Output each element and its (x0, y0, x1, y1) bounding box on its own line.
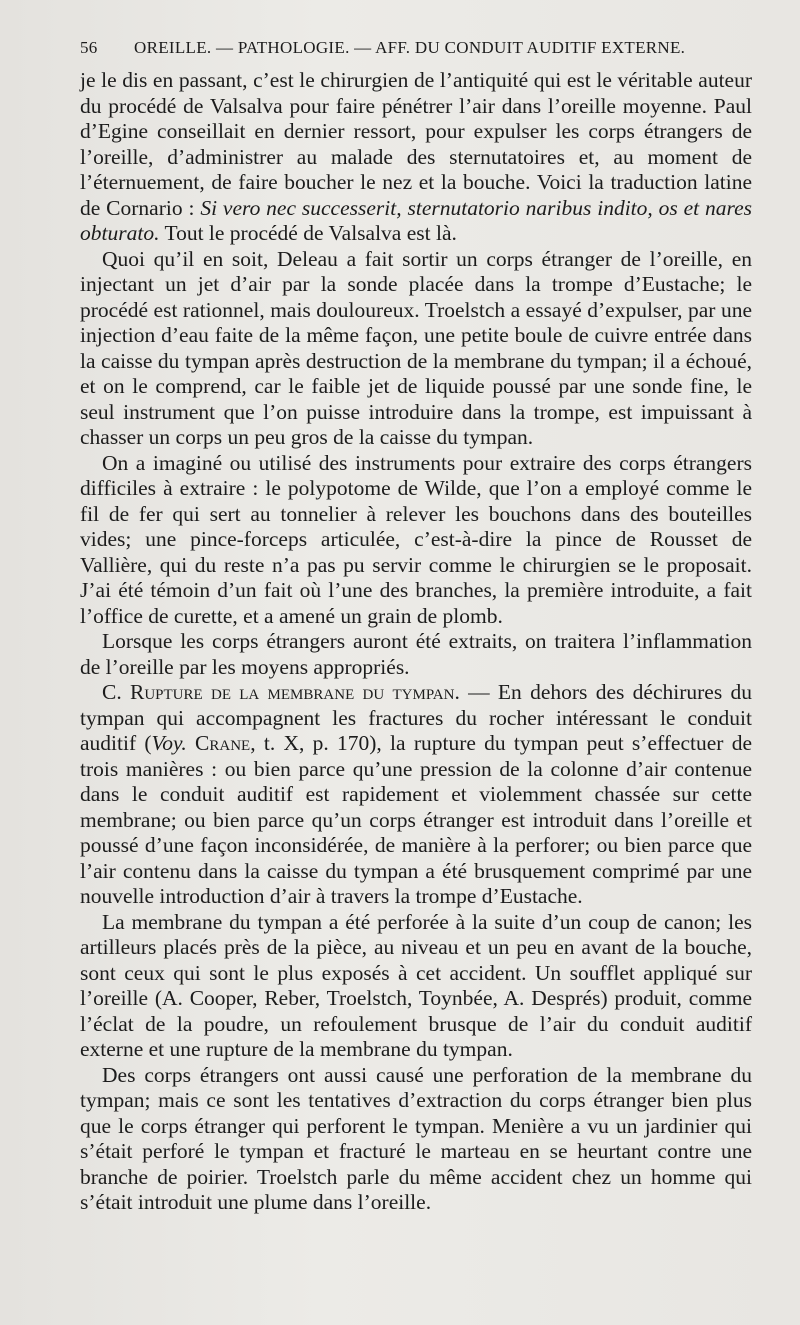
crane-reference: Crane (195, 731, 251, 755)
paragraph-1-end: Tout le procédé de Valsalva est là. (159, 221, 457, 245)
paragraph-7: Des corps étrangers ont aussi causé une perforation de la membrane du tympan; mais ce sont les tentatives d’extraction du corps étranger bien plus que le corps étranger qui perforent le tympan. Menière a vu un jardinier qui s’était perforé le tympan et fracturé le marteau en se heurtant contre une branche de poirier. Troelstch parle du même accident chez un homme qui s’était introduit une plume dans l’oreille. (80, 1062, 752, 1214)
section-heading: C. Rupture de la membrane du tympan. (102, 680, 460, 704)
paragraph-4: Lorsque les corps étrangers auront été extraits, on traitera l’inflammation de l’oreille par les moyens appropriés. (80, 629, 752, 679)
paragraph-5-text-b: , t. X, p. 170), la rupture du tympan peut s’effectuer de trois manières : ou bien parce qu’une pression de la colonne d’air contenue dans le conduit auditif est rapidement et violemment chassée sur cette membrane; ou bien parce qu’un corps étranger est introduit dans l’oreille et poussé d’une façon inconsidérée, de manière à la perforer; ou bien parce que l’air contenu dans la caisse du tympan a été brusquement comprimé par une nouvelle introduction d’air à travers la trompe d’Eustache. (80, 731, 752, 908)
running-title: OREILLE. — PATHOLOGIE. — AFF. DU CONDUIT AUDITIF EXTERNE. (134, 38, 686, 57)
body-text (80, 68, 752, 1216)
page-number: 56 (80, 38, 98, 57)
paragraph-1 (80, 68, 752, 247)
paragraph-5-text-a: — En dehors des déchirures du tympan qui accompagnent les fractures du rocher intéressant le conduit auditif ( (80, 680, 752, 755)
paragraph-2: Quoi qu’il en soit, Deleau a fait sortir un corps étranger de l’oreille, en injectant un jet d’air par la sonde placée dans la trompe d’Eustache; le procédé est rationnel, mais douloureux. Troelstch a essayé d’expulser, par une injection d’eau faite de la même façon, une petite boule de cuivre entrée dans la caisse du tympan après destruction de la membrane du tympan; il a échoué, et on le comprend, car le faible jet de liquide poussé par une sonde fine, le seul instrument que l’on puisse introduire dans la trompe, est impuissant à chasser un corps un peu gros de la caisse du tympan. (80, 246, 752, 449)
paragraph-3: On a imaginé ou utilisé des instruments pour extraire des corps étrangers difficiles à extraire : le polypotome de Wilde, que l’on a employé comme le fil de fer qui sert au tonnelier à relever les bouchons dans des bouteilles vides; une pince-forceps articulée, c’est-à-dire la pince de Rousset de Vallière, qui du reste n’a pas pu servir comme le chirurgien se le proposait. J’ai été témoin d’un fait où l’une des branches, la première introduite, a fait l’office de curette, et a amené un grain de plomb. (80, 450, 752, 628)
voy-reference: Voy. (151, 731, 187, 755)
latin-quote: Si vero nec successerit, sternutatorio naribus indito, os et nares obturato. (80, 195, 752, 245)
space (187, 731, 195, 755)
page-header (80, 38, 720, 62)
paragraph-5 (80, 680, 752, 910)
paragraph-1-text: je le dis en passant, c’est le chirurgien de l’antiquité qui est le véritable auteur du procédé de Valsalva pour faire pénétrer l’air dans l’oreille moyenne. Paul d’Egine conseillait en dernier ressort, pour expulser les corps étrangers de l’oreille, d’administrer au malade des sternutatoires et, au moment de l’éternuement, de faire boucher le nez et la bouche. Voici la traduction latine de Cornario : (80, 68, 752, 220)
paragraph-6: La membrane du tympan a été perforée à la suite d’un coup de canon; les artilleurs placés près de la pièce, au niveau et un peu en avant de la bouche, sont ceux qui sont le plus exposés à cet accident. Un soufflet appliqué sur l’oreille (A. Cooper, Reber, Troelstch, Toynbée, A. Després) produit, comme l’éclat de la poudre, un refoulement brusque de l’air du conduit auditif externe et une rupture de la membrane du tympan. (80, 909, 752, 1061)
